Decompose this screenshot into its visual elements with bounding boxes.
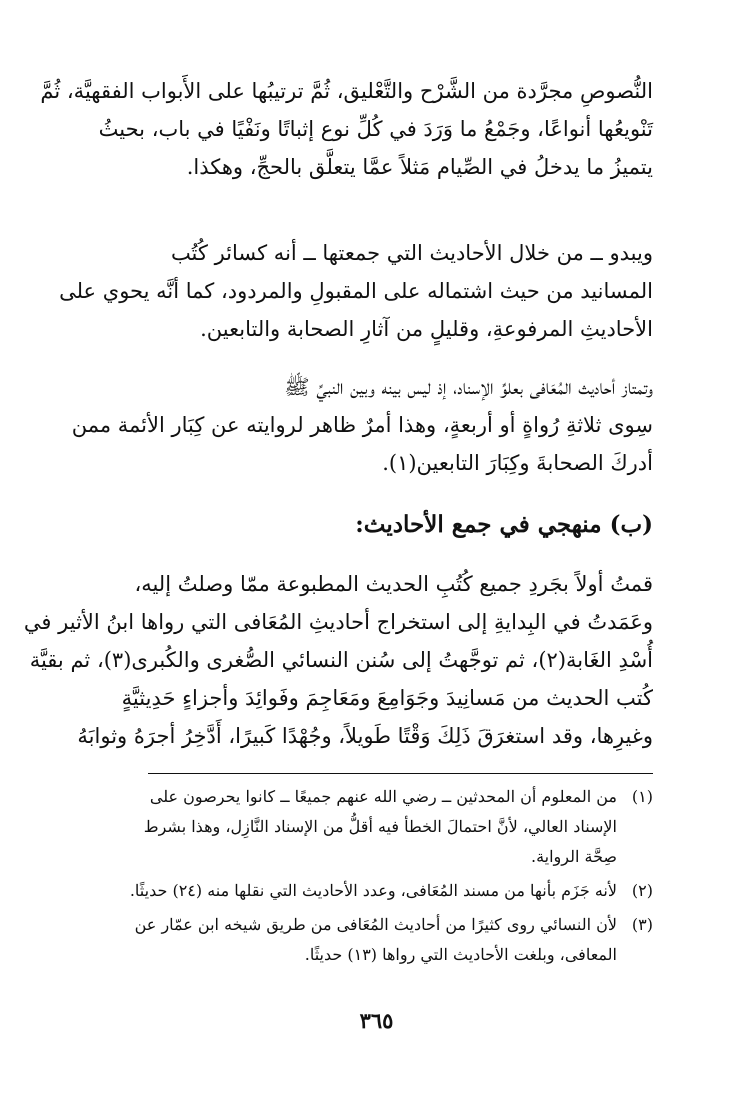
footnote-line: الإسناد العالي، لأنَّ احتمالَ الخطأ فيه أقلُّ من الإسناد النَّازِل، وهذا بشرط: [143, 817, 617, 836]
paragraph-4: [23, 565, 653, 755]
text-line: كُتب الحديث من مَسانِيدَ وجَوَامِعَ ومَعَاجِمَ وفَوائِدَ وأجزاءٍ حَدِيثيَّةٍ: [121, 686, 653, 710]
footnote-text: [98, 876, 617, 906]
footnote-text: [98, 782, 617, 872]
text-line: وغيرِها، وقد استغرَقَ ذَلِكَ وَقْتًا طَويلاً، وجُهْدًا كَبيرًا، أَدَّخِرُ أجرَهُ وثوابَهُ: [77, 724, 653, 748]
footnote-2: [98, 876, 653, 906]
footnote-number: (٣): [631, 915, 653, 934]
text-line: يتميزُ ما يدخلُ في الصِّيام مَثلاً عمَّا يتعلَّق بالحجِّ، وهكذا.: [186, 155, 653, 179]
page-number: ٣٦٥: [359, 1008, 394, 1033]
footnote-3: [98, 910, 653, 970]
footnote-line: صِحَّة الرواية.: [530, 847, 617, 866]
footnote-divider: [148, 773, 653, 774]
paragraph-1: [40, 72, 653, 186]
footnote-number: (٢): [631, 881, 653, 900]
text-line: وعَمَدتُ في البِدايةِ إلى استخراج أحاديثِ المُعَافى التي رواها ابنُ الأثير في: [23, 610, 653, 634]
text-line: ويبدو ــ من خلال الأحاديث التي جمعتها ــ أنه كسائر كُتُب: [170, 241, 653, 265]
footnote-line: المعافى، وبلغت الأحاديث التي رواها (١٣) حديثًا.: [304, 945, 617, 964]
footnote-text: [98, 910, 617, 970]
footnote-line: لأن النسائي روى كثيرًا من أحاديث المُعَافى من طريق شيخه ابن عمّار عن: [134, 915, 617, 934]
footnote-line: من المعلوم أن المحدثين ــ رضي الله عنهم جميعًا ــ كانوا يحرصون على: [149, 787, 617, 806]
text-line: أدركَ الصحابةَ وكِبَارَ التابعين(١).: [382, 451, 653, 475]
text-line: قمتُ أولاً بجَردِ جميع كُتُبِ الحديث المطبوعة ممّا وصلتُ إليه،: [134, 572, 653, 596]
footnote-line: لأنه جَزَم بأنها من مسند المُعَافى، وعدد الأحاديث التي نقلها منه (٢٤) حديثًا.: [129, 881, 617, 900]
footnote-1: [98, 782, 653, 872]
text-line: النُّصوصِ مجرَّدة من الشَّرْح والتَّعْليق، ثُمَّ ترتيبُها على الأَبواب الفقهيَّة، ثُمَّ: [40, 79, 653, 103]
text-line: أُسْدِ الغَابة(٢)، ثم توجَّهتُ إلى سُنن النسائي الصُّغرى والكُبرى(٣)، ثم بقيَّة: [29, 648, 653, 672]
footnote-number: (١): [631, 787, 653, 806]
paragraph-2: [59, 234, 653, 348]
text-line: وتمتاز أحاديث المُعَافى بعلوِّ الإسناد، إذ ليس بينه وبين النبيِّ ﷺ: [284, 375, 653, 399]
text-line: سِوى ثلاثةِ رُواةٍ أو أربعةٍ، وهذا أمرٌ ظاهر لروايته عن كِبَار الأئمة ممن: [71, 413, 653, 437]
paragraph-3: [71, 368, 653, 482]
text-line: تَنْويعُها أنواعًا، وجَمْعُ ما وَرَدَ في كُلِّ نوع إثباتًا ونَفْيًا في باب، بحيثُ: [98, 117, 653, 141]
footnotes: [98, 782, 653, 974]
text-line: الأحاديثِ المرفوعةِ، وقليلٍ من آثارِ الصحابة والتابعين.: [200, 317, 653, 341]
text-line: المسانيد من حيث اشتماله على المقبولِ والمردود، كما أنَّه يحوي على: [59, 279, 653, 303]
section-heading: (ب) منهجي في جمع الأحاديث:: [355, 511, 653, 538]
